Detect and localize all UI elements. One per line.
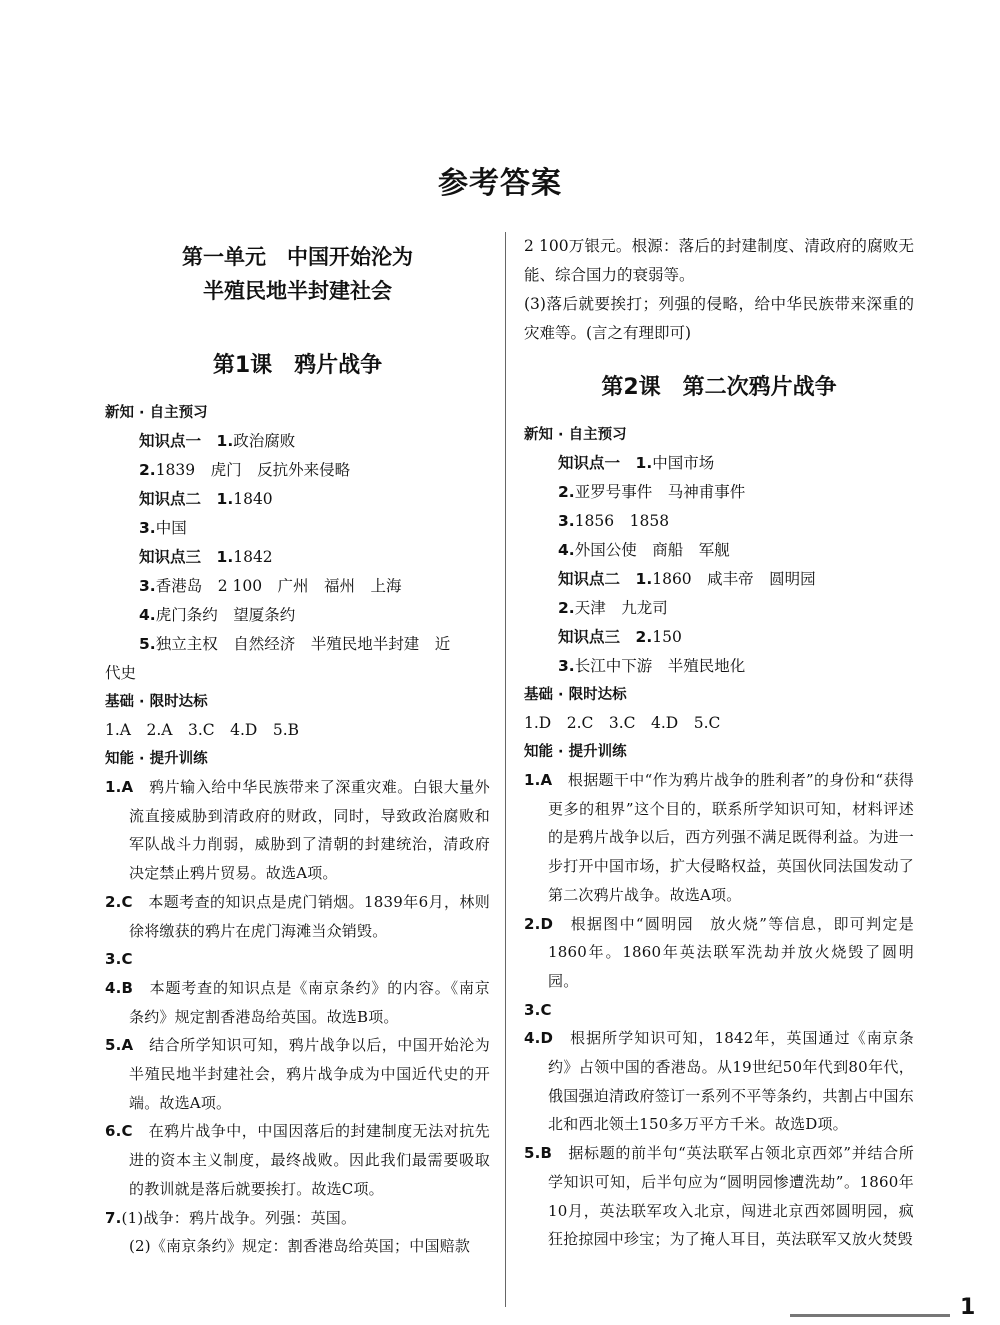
- item-number: 2.: [558, 599, 575, 617]
- knowledge-point-label: 知识点三: [558, 628, 621, 646]
- answer-text: 结合所学知识可知，鸦片战争以后，中国开始沦为半殖民地半封建社会，鸦片战争成为中国近代史的开端。故选A项。: [129, 1036, 490, 1112]
- section-basic-heading: 基础 · 限时达标: [524, 687, 627, 703]
- answer-text: 根据题干中“作为鸦片战争的胜利者”的身份和“获得更多的租界”这个目的，联系所学知识可知，材料评述的是鸦片战争以后，西方列强不满足既得利益。为进一步打开中国市场，扩大侵略权益，英国伙同法国发动了第二次鸦片战争。故选A项。: [548, 771, 914, 904]
- item-text: 150: [652, 628, 682, 646]
- basic-answers: 1.D 2.C 3.C 4.D 5.C: [524, 714, 721, 732]
- answer-number: 2.C: [105, 892, 133, 911]
- section-advanced-heading: 知能 · 提升训练: [524, 744, 627, 760]
- answer-text: 本题考查的知识点是虎门销烟。1839年6月，林则徐将缴获的鸦片在虎门海滩当众销毁。: [129, 892, 490, 940]
- preview-item: [105, 456, 490, 485]
- item-number: 3.: [558, 512, 575, 530]
- answer-number: 1.A: [105, 778, 134, 796]
- answer-item: [524, 996, 914, 1025]
- item-text: 1839 虎门 反抗外来侵略: [155, 461, 351, 479]
- preview-item: [105, 572, 490, 601]
- item-number: 4.: [139, 606, 156, 624]
- preview-item: [524, 507, 914, 536]
- lesson-1-title: 第1课 鸦片战争: [212, 353, 383, 378]
- item-text: 亚罗号事件 马神甫事件: [574, 483, 746, 501]
- preview-item: [524, 565, 914, 594]
- item-number: 5.: [139, 635, 156, 653]
- item-text: 天津 九龙司: [574, 599, 668, 617]
- item-text: 1840: [233, 490, 273, 508]
- page-title: 参考答案: [438, 166, 562, 201]
- answer-number: 3.C: [524, 1000, 552, 1019]
- knowledge-point-label: 知识点三: [139, 548, 202, 566]
- item-text: 外国公使 商船 军舰: [574, 541, 730, 559]
- answer-list: [105, 773, 490, 1261]
- item-text: 1856 1858: [574, 512, 670, 530]
- answer-number: 3.C: [105, 950, 133, 969]
- item-number: 1.: [216, 432, 234, 450]
- item-number: 3.: [139, 577, 156, 595]
- answer-item: [105, 974, 490, 1031]
- answer-text: 鸦片输入给中华民族带来了深重灾难。白银大量外流直接威胁到清政府的财政，同时，导致政治腐败和军队战斗力削弱，威胁到了清朝的封建统治，清政府决定禁止鸦片贸易。故选A项。: [129, 778, 490, 883]
- unit-title-line-2: 半殖民地半封建社会: [203, 279, 392, 303]
- answer-subpart: (3)落后就要挨打；列强的侵略，给中华民族带来深重的灾难等。(言之有理即可): [524, 295, 914, 342]
- item-number: 3.: [139, 519, 156, 537]
- knowledge-point-label: 知识点一: [139, 432, 202, 450]
- answer-item: [105, 773, 490, 888]
- item-text: 中国: [155, 519, 187, 537]
- knowledge-point-label: 知识点二: [139, 490, 202, 508]
- item-text: 中国市场: [652, 454, 715, 472]
- preview-item: [524, 594, 914, 623]
- answer-item: [105, 1117, 490, 1203]
- item-text: 虎门条约 望厦条约: [155, 606, 296, 624]
- preview-item: [524, 478, 914, 507]
- unit-title: [105, 240, 490, 308]
- answer-number: 4.D: [524, 1029, 554, 1048]
- answer-number: 2.D: [524, 914, 554, 933]
- item-number: 4.: [558, 541, 575, 559]
- column-divider: [505, 232, 506, 1307]
- preview-list: [524, 449, 914, 681]
- answer-number: 4.B: [105, 978, 134, 997]
- answer-number: 1.A: [524, 771, 553, 789]
- preview-item: [105, 514, 490, 543]
- answer-item: [105, 1031, 490, 1117]
- left-column: [105, 232, 490, 1261]
- answer-text: 本题考查的知识点是《南京条约》的内容。《南京条约》规定割香港岛给英国。故选B项。: [129, 978, 490, 1026]
- answer-item: [524, 766, 914, 910]
- basic-answers: 1.A 2.A 3.C 4.D 5.B: [105, 721, 300, 739]
- preview-item: [105, 427, 490, 456]
- item-number: 2.: [558, 483, 575, 501]
- item-number: 1.: [216, 548, 234, 566]
- answer-number: 5.A: [105, 1036, 134, 1055]
- knowledge-point-label: 知识点二: [558, 570, 621, 588]
- answer-item: [105, 945, 490, 974]
- item-text: 政治腐败: [233, 432, 296, 450]
- item-text: 长江中下游 半殖民地化: [574, 657, 746, 675]
- item-number: 2.: [635, 628, 653, 646]
- answer-item: [524, 1139, 914, 1254]
- item-text: 1860 咸丰帝 圆明园: [652, 570, 816, 588]
- item-number: 1.: [635, 570, 653, 588]
- preview-item: [524, 449, 914, 478]
- item-number: 3.: [558, 657, 575, 675]
- preview-item: [105, 601, 490, 630]
- item-text: 独立主权 自然经济 半殖民地半封建 近: [155, 635, 451, 653]
- answer-item: [105, 888, 490, 945]
- preview-item: [524, 623, 914, 652]
- answer-item: [524, 910, 914, 996]
- answer-text: 在鸦片战争中，中国因落后的封建制度无法对抗先进的资本主义制度，最终战败。因此我们最需要吸取的教训就是落后就要挨打。故选C项。: [129, 1122, 490, 1198]
- answer-number: 6.C: [105, 1122, 133, 1141]
- answer-number: 5.B: [524, 1144, 553, 1163]
- unit-title-line-1: 第一单元 中国开始沦为: [182, 245, 413, 269]
- preview-item: [524, 536, 914, 565]
- answer-text: 根据图中“圆明园 放火烧”等信息，即可判定是1860年。1860年英法联军洗劫并放火烧毁了圆明园。: [548, 914, 914, 990]
- preview-item: [105, 543, 490, 572]
- page-number: 1: [960, 1295, 976, 1320]
- answer-text: (1)战争：鸦片战争。列强：英国。: [121, 1208, 357, 1227]
- preview-list: [105, 427, 490, 688]
- answer-number: 7.: [105, 1208, 122, 1227]
- section-basic-heading: 基础 · 限时达标: [105, 694, 208, 710]
- answer-continuation: 2 100万银元。根源：落后的封建制度、清政府的腐败无能、综合国力的衰弱等。: [524, 237, 914, 284]
- preview-item: [105, 485, 490, 514]
- answer-list: [524, 766, 914, 1254]
- item-number: 1.: [635, 454, 653, 472]
- answer-text: 据标题的前半句“英法联军占领北京西郊”并结合所学知识可知，后半句应为“圆明园惨遭洗劫”。1860年10月，英法联军攻入北京，闯进北京西郊圆明园，疯狂抢掠园中珍宝；为了掩人耳目，英法联军又放火焚毁: [548, 1144, 914, 1249]
- answer-text: 根据所学知识可知，1842年，英国通过《南京条约》占领中国的香港岛。从19世纪50年代到80年代，俄国强迫清政府签订一系列不平等条约，共割占中国东北和西北领土150多万平方千米。故选D项。: [548, 1029, 914, 1134]
- section-advanced-heading: 知能 · 提升训练: [105, 751, 208, 767]
- preview-item: [524, 652, 914, 681]
- answer-item: [524, 1024, 914, 1139]
- right-column: [524, 232, 914, 1254]
- item-text: 1842: [233, 548, 273, 566]
- section-preview-heading: 新知 · 自主预习: [105, 405, 208, 421]
- answer-item: [105, 1204, 490, 1233]
- item-number: 1.: [216, 490, 234, 508]
- section-preview-heading: 新知 · 自主预习: [524, 427, 627, 443]
- item-text: 香港岛 2 100 广州 福州 上海: [155, 577, 402, 595]
- preview-item-continuation: 代史: [105, 664, 137, 682]
- preview-item: [105, 630, 490, 659]
- knowledge-point-label: 知识点一: [558, 454, 621, 472]
- lesson-2-title: 第2课 第二次鸦片战争: [601, 375, 837, 400]
- answer-subpart: (2)《南京条约》规定：割香港岛给英国；中国赔款: [129, 1237, 471, 1256]
- item-number: 2.: [139, 461, 156, 479]
- page-footer-bar: [790, 1314, 950, 1317]
